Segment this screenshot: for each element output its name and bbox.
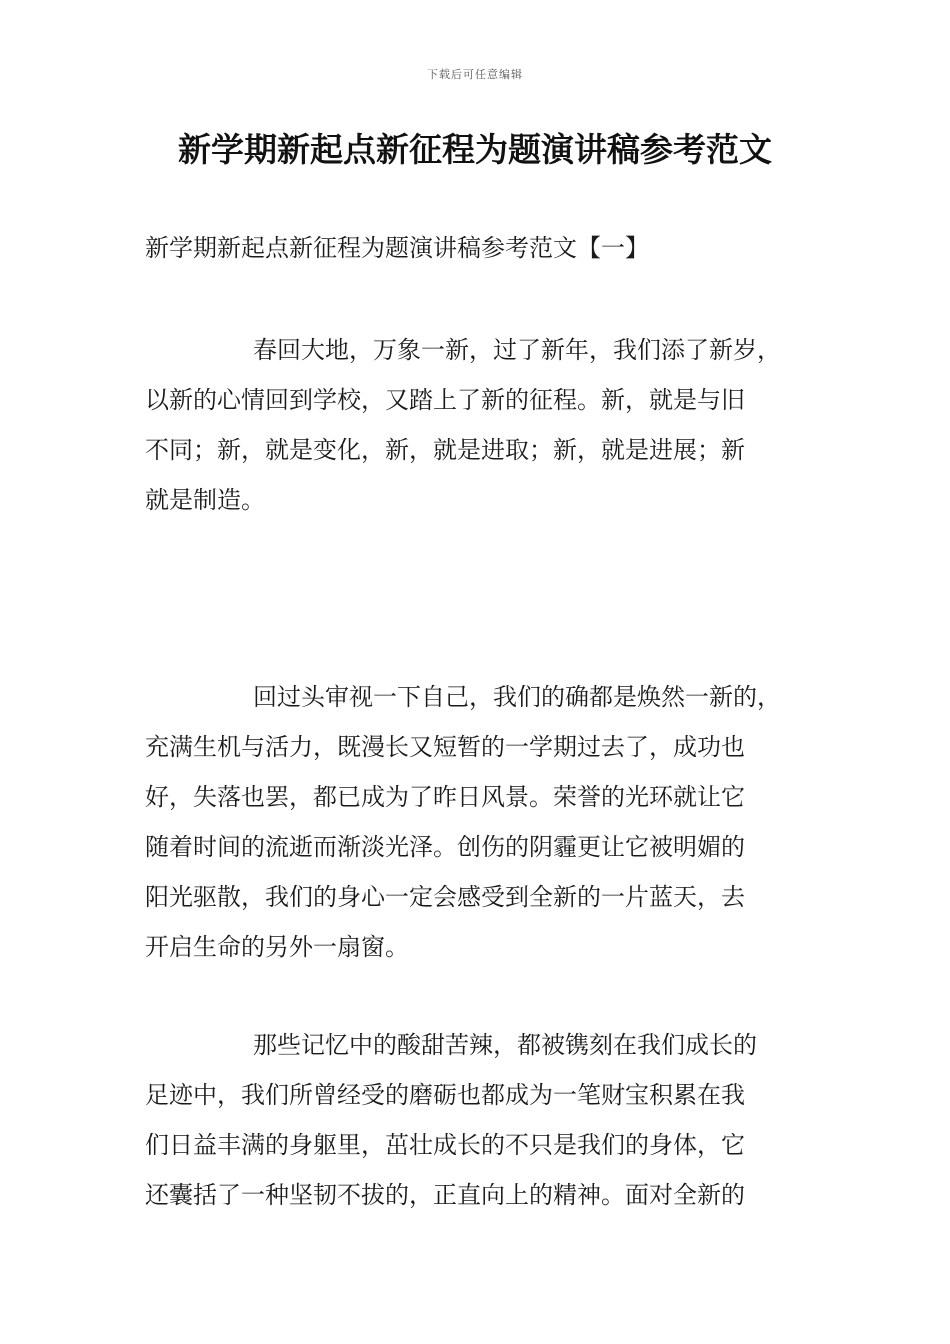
paragraph-line: 们日益丰满的身躯里，茁壮成长的不只是我们的身体，它 (145, 1131, 745, 1159)
section-heading: 新学期新起点新征程为题演讲稿参考范文【一】 (145, 234, 649, 262)
paragraph-line: 以新的心情回到学校，又踏上了新的征程。新，就是与旧 (145, 386, 745, 414)
paragraph-line: 春回大地，万象一新，过了新年，我们添了新岁， (253, 336, 781, 364)
paragraph-1 (145, 325, 835, 525)
paragraph-2 (145, 672, 835, 972)
paragraph-line: 回过头审视一下自己，我们的确都是焕然一新的， (253, 683, 781, 711)
paragraph-line: 足迹中，我们所曾经受的磨砺也都成为一笔财宝积累在我 (145, 1081, 745, 1109)
paragraph-3 (145, 1020, 835, 1220)
document-title: 新学期新起点新征程为题演讲稿参考范文 (178, 130, 772, 169)
paragraph-line: 好，失落也罢，都已成为了昨日风景。荣誉的光环就让它 (145, 783, 745, 811)
paragraph-line: 随着时间的流逝而渐淡光泽。创伤的阴霾更让它被明媚的 (145, 833, 745, 861)
download-note: 下载后可任意编辑 (427, 68, 523, 81)
paragraph-line: 还囊括了一种坚韧不拔的，正直向上的精神。面对全新的 (145, 1181, 745, 1209)
paragraph-line: 阳光驱散，我们的身心一定会感受到全新的一片蓝天，去 (145, 883, 745, 911)
paragraph-line: 开启生命的另外一扇窗。 (145, 933, 409, 961)
paragraph-line: 那些记忆中的酸甜苦辣，都被镌刻在我们成长的 (253, 1031, 757, 1059)
paragraph-line: 就是制造。 (145, 486, 265, 514)
paragraph-line: 不同；新，就是变化，新，就是进取；新，就是进展；新 (145, 436, 745, 464)
paragraph-line: 充满生机与活力，既漫长又短暂的一学期过去了，成功也 (145, 733, 745, 761)
